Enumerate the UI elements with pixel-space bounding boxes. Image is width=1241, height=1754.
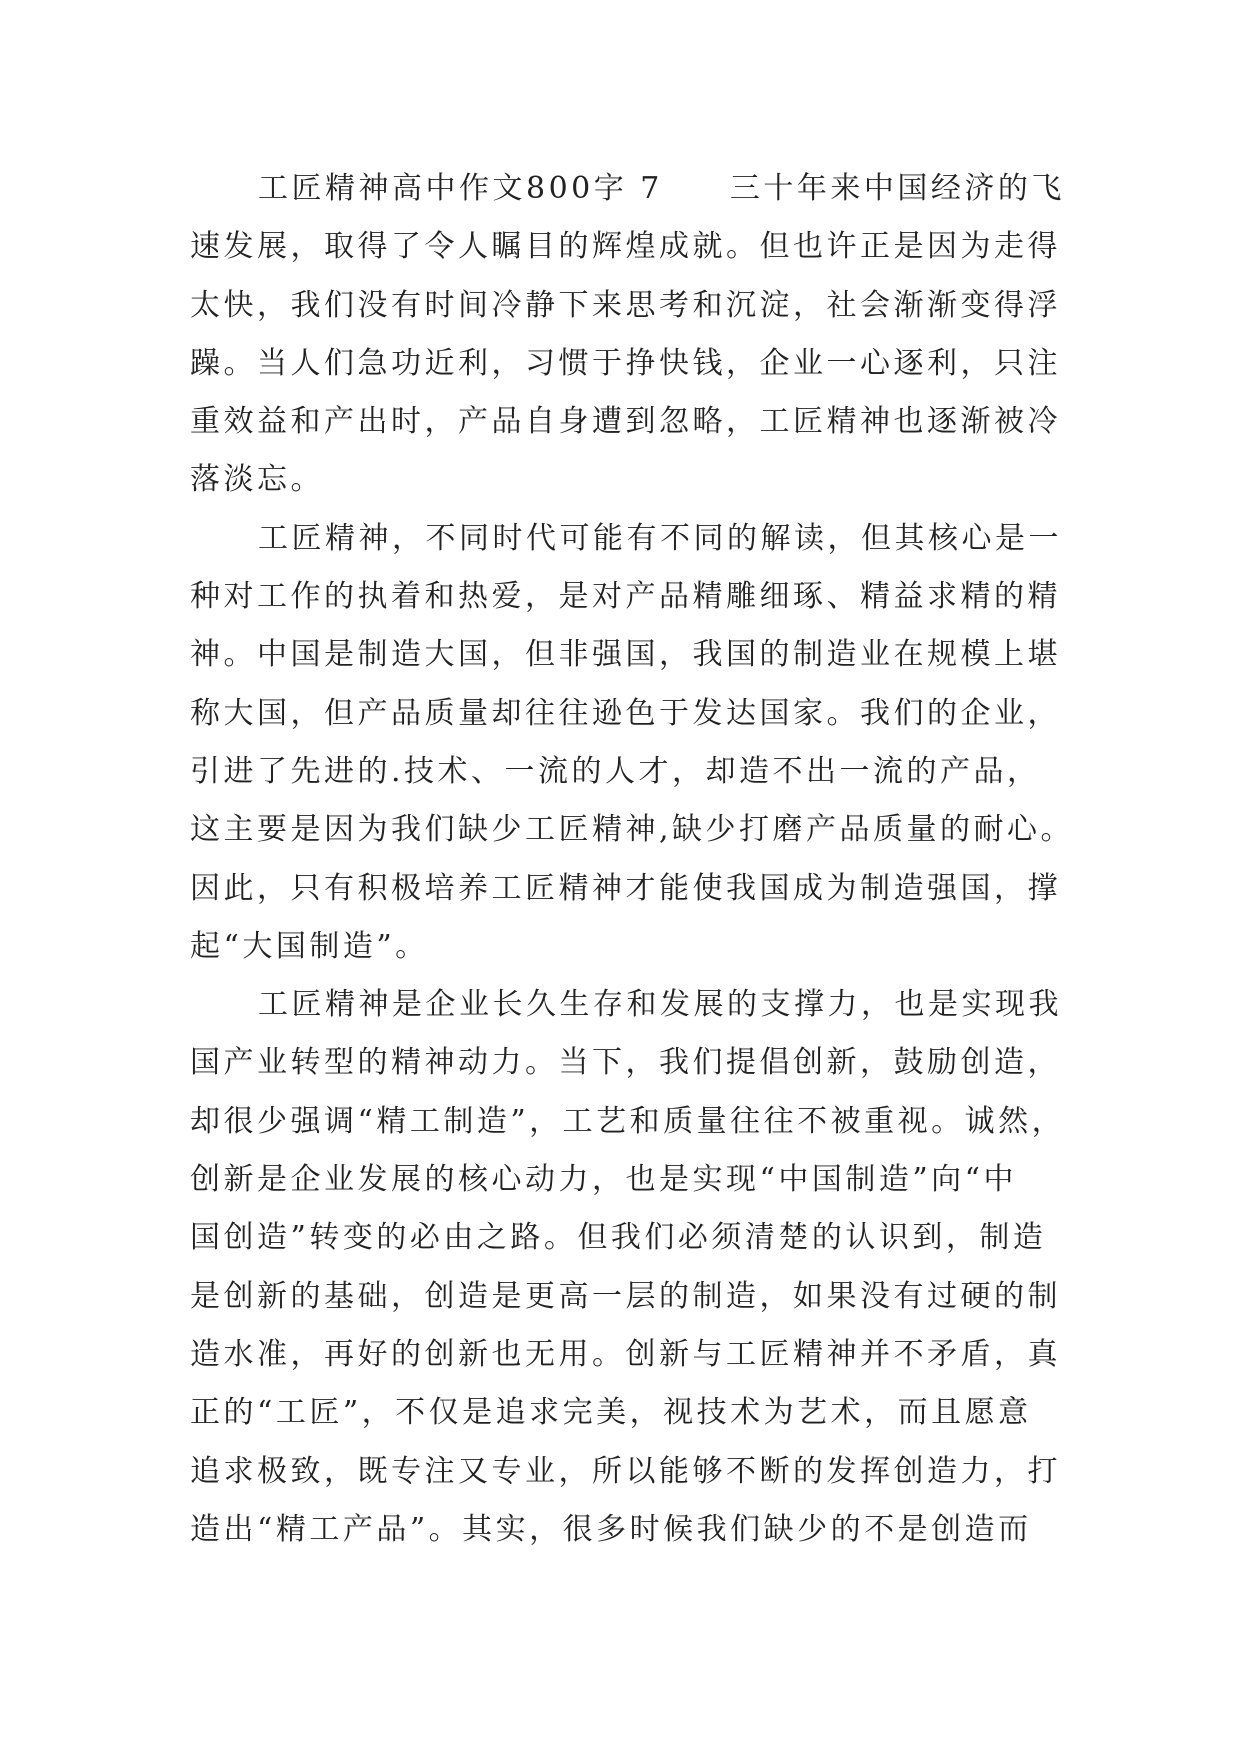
text-line: 造出“精工产品”。其实，很多时候我们缺少的不是创造而 [190, 1511, 1032, 1547]
text-line: 起“大国制造”。 [190, 928, 429, 964]
text-line: 正的“工匠”，不仅是追求完美，视技术为艺术，而且愿意 [190, 1395, 1032, 1431]
text-line: 落淡忘。 [190, 462, 324, 498]
text-line: 工匠精神高中作文800字 7 三十年来中国经济的飞 [258, 171, 1065, 206]
text-line: 速发展，取得了令人瞩目的辉煌成就。但也许正是因为走得 [190, 229, 1061, 265]
text-line: 创新是企业发展的核心动力，也是实现“中国制造”向“中 [190, 1162, 1018, 1198]
text-line: 太快，我们没有时间冷静下来思考和沉淀，社会渐渐变得浮 [190, 287, 1061, 323]
text-line: 神。中国是制造大国，但非强国，我国的制造业在规模上堪 [190, 637, 1061, 673]
text-line: 这主要是因为我们缺少工匠精神,缺少打磨产品质量的耐心。 [190, 812, 1075, 848]
text-line: 造水准，再好的创新也无用。创新与工匠精神并不矛盾，真 [190, 1336, 1061, 1372]
essay-body [190, 160, 1080, 1559]
text-line: 追求极致，既专注又专业，所以能够不断的发挥创造力，打 [190, 1453, 1061, 1489]
text-line: 引进了先进的.技术、一流的人才，却造不出一流的产品， [190, 753, 1041, 789]
text-line: 重效益和产出时，产品自身遭到忽略，工匠精神也逐渐被冷 [190, 404, 1061, 440]
text-line: 称大国，但产品质量却往往逊色于发达国家。我们的企业， [190, 695, 1061, 731]
text-line: 躁。当人们急功近利，习惯于挣快钱，企业一心逐利，只注 [190, 345, 1061, 381]
text-line: 是创新的基础，创造是更高一层的制造，如果没有过硬的制 [190, 1278, 1061, 1314]
text-line: 工匠精神是企业长久生存和发展的支撑力，也是实现我 [258, 987, 1062, 1023]
text-line: 国创造”转变的必由之路。但我们必须清楚的认识到，制造 [190, 1220, 1047, 1256]
text-line: 种对工作的执着和热爱，是对产品精雕细琢、精益求精的精 [190, 579, 1061, 615]
text-line: 因此，只有积极培养工匠精神才能使我国成为制造强国，撑 [190, 870, 1061, 906]
text-line: 国产业转型的精神动力。当下，我们提倡创新，鼓励创造， [190, 1045, 1061, 1081]
text-line: 却很少强调“精工制造”，工艺和质量往往不被重视。诚然， [190, 1103, 1066, 1139]
text-line: 工匠精神，不同时代可能有不同的解读，但其核心是一 [258, 520, 1062, 556]
